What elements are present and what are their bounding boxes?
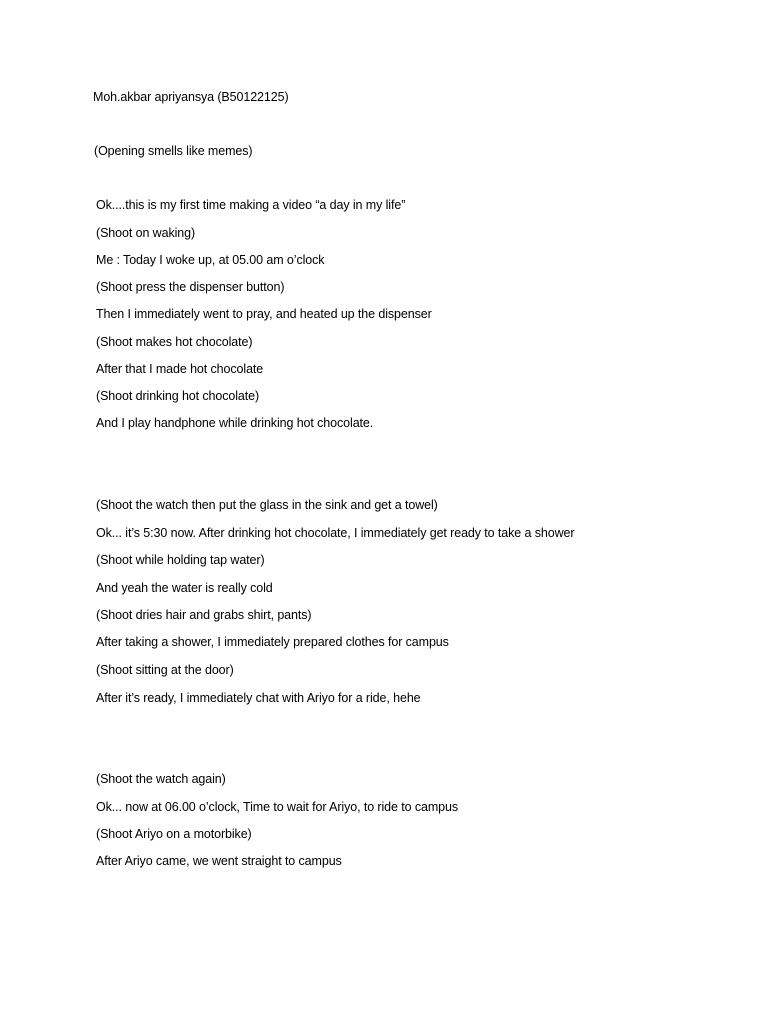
script-line: Ok....this is my first time making a video “a day in my life” bbox=[96, 198, 406, 212]
script-line: (Shoot the watch then put the glass in the sink and get a towel) bbox=[96, 498, 438, 512]
script-line: After that I made hot chocolate bbox=[96, 362, 264, 376]
script-line: (Shoot sitting at the door) bbox=[96, 663, 234, 677]
script-line: Me : Today I woke up, at 05.00 am o’clock bbox=[96, 253, 325, 267]
script-line: And yeah the water is really cold bbox=[96, 581, 273, 595]
script-line: Ok... it’s 5:30 now. After drinking hot chocolate, I immediately get ready to take a shower bbox=[96, 526, 575, 540]
script-line: After it’s ready, I immediately chat with Ariyo for a ride, hehe bbox=[96, 691, 421, 705]
script-line: (Shoot the watch again) bbox=[96, 772, 226, 786]
script-line: (Shoot makes hot chocolate) bbox=[96, 335, 253, 349]
script-line: (Shoot drinking hot chocolate) bbox=[96, 389, 260, 403]
script-line: And I play handphone while drinking hot chocolate. bbox=[96, 416, 374, 430]
script-line: After Ariyo came, we went straight to campus bbox=[96, 854, 342, 868]
author-line: Moh.akbar apriyansya (B50122125) bbox=[93, 90, 289, 104]
script-line: (Shoot Ariyo on a motorbike) bbox=[96, 827, 252, 841]
script-line: After taking a shower, I immediately prepared clothes for campus bbox=[96, 635, 449, 649]
script-line: (Shoot on waking) bbox=[96, 226, 196, 240]
script-line: Then I immediately went to pray, and heated up the dispenser bbox=[96, 307, 432, 321]
script-line: (Shoot press the dispenser button) bbox=[96, 280, 285, 294]
script-line: (Shoot dries hair and grabs shirt, pants) bbox=[96, 608, 312, 622]
opening-line: (Opening smells like memes) bbox=[94, 144, 253, 158]
script-line: Ok... now at 06.00 o’clock, Time to wait for Ariyo, to ride to campus bbox=[96, 800, 459, 814]
script-line: (Shoot while holding tap water) bbox=[96, 553, 265, 567]
